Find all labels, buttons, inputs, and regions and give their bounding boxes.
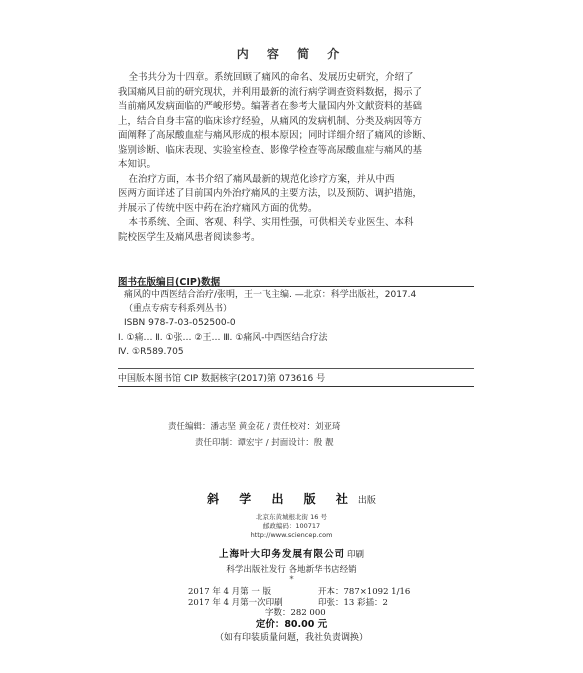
intro-p1-line-1: 全书共分为十四章。系统回顾了痛风的命名、发展历史研究，介绍了: [128, 72, 414, 83]
cip-line-isbn: ISBN 978-7-03-052500-0: [124, 318, 236, 329]
cip-line-series: （重点专病专科系列丛书）: [124, 304, 233, 315]
cip-record: [118, 288, 474, 359]
distribution-line: 科学出版社发行 各地新华书店经销: [226, 565, 357, 575]
spec-wordcount: 字数：282 000: [265, 608, 326, 618]
separator-asterisk: *: [289, 575, 294, 584]
spec-format: 开本：787×1092 1/16: [318, 587, 411, 597]
cip-top-rule: [118, 286, 474, 287]
intro-p3-line-2: 院校医学生及痛风患者阅读参考。: [118, 231, 261, 243]
printer-line: [0, 546, 583, 560]
intro-paragraph-3: [118, 216, 483, 231]
intro-p1-line-7: 本知识。: [118, 159, 157, 170]
intro-paragraph-1: [118, 71, 483, 86]
intro-p1-line-4: 上，结合自身丰富的临床诊疗经验，从痛风的发病机制、分类及病因等方: [118, 115, 423, 127]
intro-p2-line-3: 并展示了传统中医中药在治疗痛风方面的优势。: [118, 202, 318, 214]
cip-line-classification: Ⅳ. ①R589.705: [118, 346, 184, 357]
cip-line-subjects: Ⅰ. ①痛… Ⅱ. ①张… ②王… Ⅲ. ①痛风-中西医结合疗法: [118, 332, 328, 343]
spec-edition: 2017 年 4 月第 一 版: [188, 587, 272, 597]
cip-bottom-rule: [118, 386, 474, 387]
publisher-address: 北京东黄城根北街 16 号: [256, 513, 327, 521]
intro-p1-line-2: 我国痛风目前的研究现状，并利用最新的流行病学调查资料数据，揭示了: [118, 86, 423, 98]
credits-line-1: 责任编辑：潘志坚 黄金花 / 责任校对：刘亚琦: [168, 422, 341, 432]
intro-paragraph-3-cont: [118, 231, 483, 246]
credits-line-2: 责任印制：谭宏宇 / 封面设计：殷 靓: [195, 438, 334, 448]
cip-catalog-number: 中国版本图书馆 CIP 数据核字(2017)第 073616 号: [118, 374, 326, 384]
intro-p1-line-3: 当前痛风发病面临的严峻形势。编著者在参考大量国内外文献资料的基础: [118, 101, 423, 112]
publisher-postcode: 邮政编码：100717: [262, 522, 321, 530]
printer-suffix: 印刷: [347, 550, 365, 560]
intro-p1-line-6: 鉴别诊断、临床表现、实验室检查、影像学检查等高尿酸血症与痛风的基: [118, 144, 423, 156]
intro-paragraph-1-cont: [118, 86, 483, 173]
quality-notice: （如有印装质量问题，我社负责调换）: [214, 633, 368, 643]
intro-p3-line-1: 本书系统、全面、客观、科学、实用性强，可供相关专业医生、本科: [128, 217, 414, 228]
printer-name: 上海叶大印务发展有限公司: [218, 549, 345, 560]
intro-p2-line-2: 医两方面详述了目前国内外治疗痛风的主要方法，以及预防、调护措施，: [118, 188, 423, 199]
cip-heading: 图书在版编目(CIP)数据: [118, 277, 221, 288]
intro-body: [118, 71, 483, 245]
intro-paragraph-2-cont: [118, 187, 483, 216]
spec-sheets: 印张：13 彩插：2: [318, 598, 388, 608]
spec-printing: 2017 年 4 月第一次印刷: [188, 598, 283, 608]
publisher-name: 斜 学 出 版 社: [207, 492, 356, 506]
publisher-suffix: 出版: [357, 496, 376, 506]
price: 定价：80.00 元: [255, 619, 328, 630]
publisher-website: http://www.sciencep.com: [250, 531, 333, 539]
intro-p1-line-5: 面阐释了高尿酸血症与痛风形成的根本原因；同时详细介绍了痛风的诊断、: [118, 130, 432, 141]
intro-p2-line-1: 在治疗方面，本书介绍了痛风最新的规范化诊疗方案，并从中西: [128, 173, 395, 185]
cip-middle-rule: [118, 368, 474, 369]
intro-paragraph-2: [118, 173, 483, 188]
cip-line-title: 痛风的中西医结合治疗/张明，王一飞主编. —北京：科学出版社，2017.4: [124, 290, 417, 300]
publisher-logo: [0, 490, 583, 507]
intro-title: 内 容 简 介: [236, 47, 347, 61]
